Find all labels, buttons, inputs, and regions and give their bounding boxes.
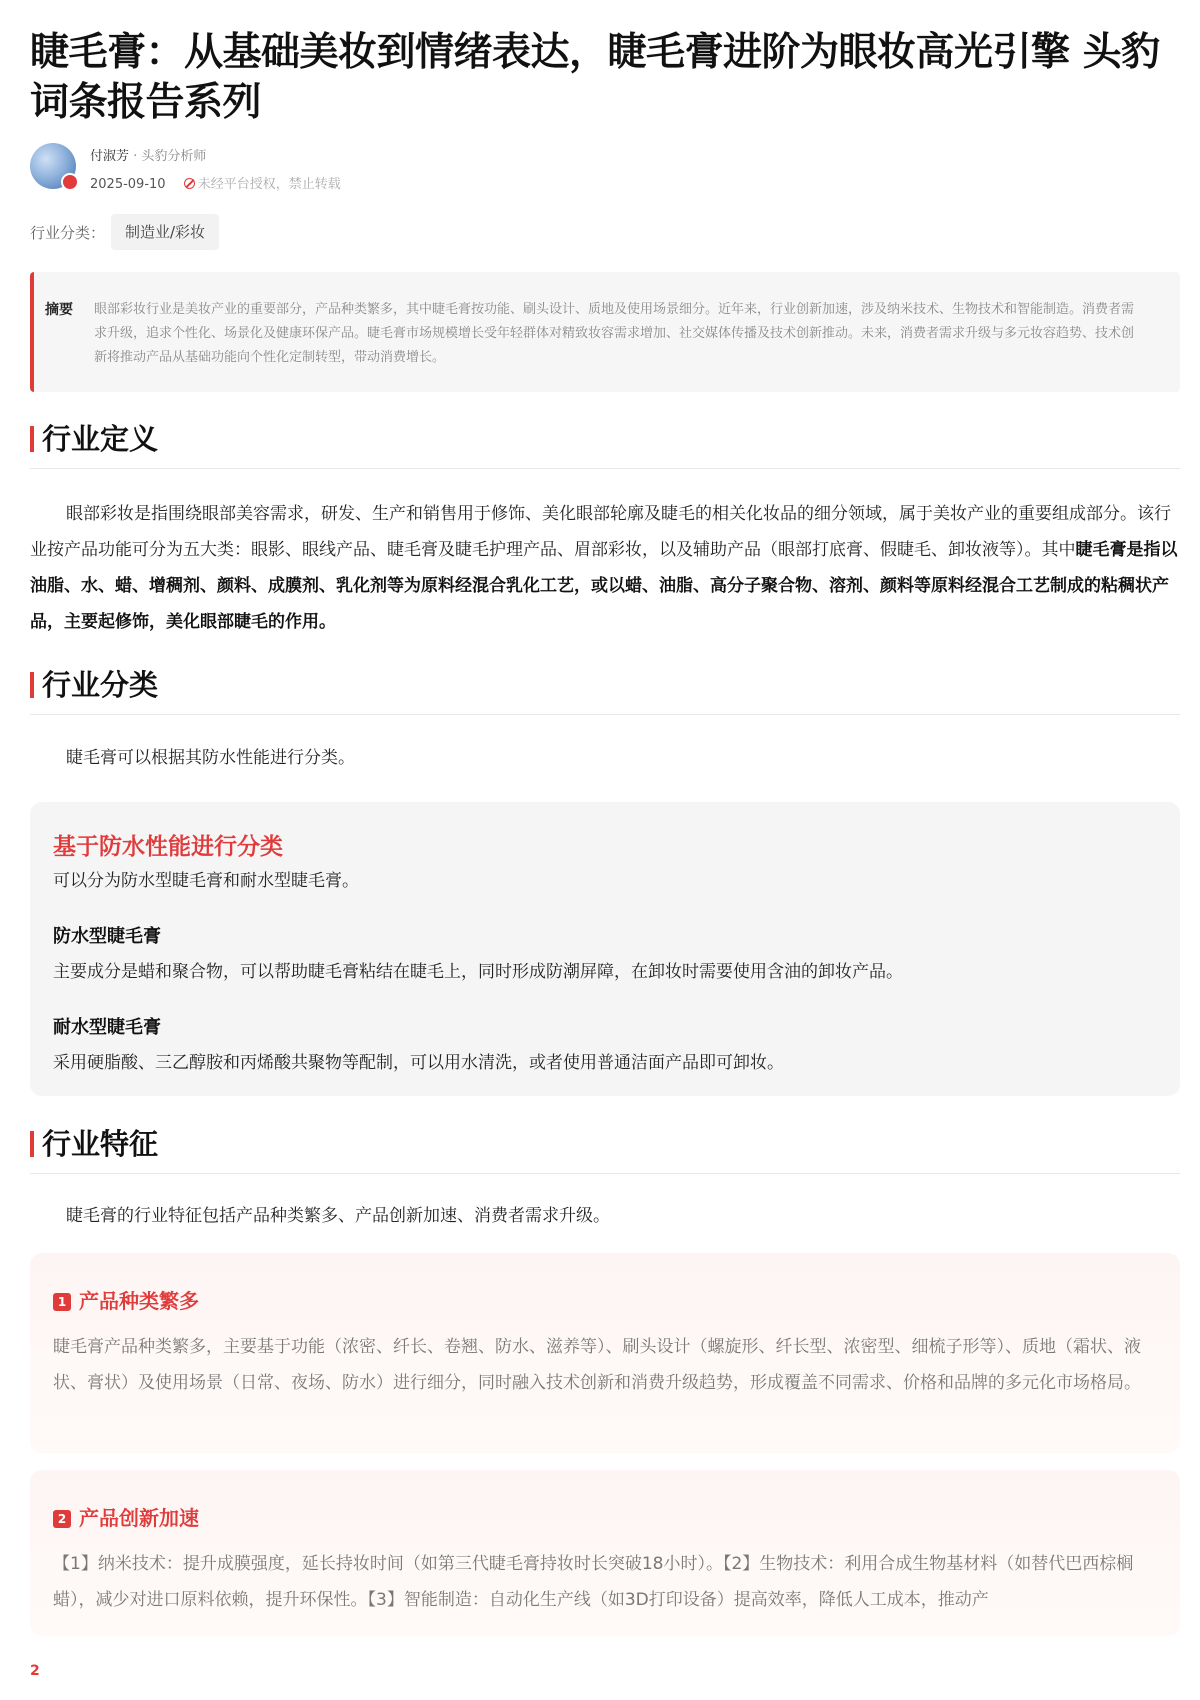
publish-info [90,173,341,192]
water-resistant-type-text: 采用硬脂酸、三乙醇胺和丙烯酸共聚物等配制，可以用水清洗，或者使用普通洁面产品即可卸妆。 [53,1053,784,1073]
author-avatar[interactable] [30,143,76,189]
author-role: 头豹分析师 [141,149,207,164]
classification-intro: 睫毛膏可以根据其防水性能进行分类。 [66,748,355,768]
author-name[interactable]: 付淑芳 [90,149,130,164]
divider [30,1173,1180,1174]
industry-tag[interactable]: 制造业/彩妆 [111,214,219,250]
abstract-box [30,272,1180,392]
divider [30,468,1180,469]
feature-title: 产品种类繁多 [79,1289,199,1313]
definition-text: 眼部彩妆是指围绕眼部美容需求，研发、生产和销售用于修饰、美化眼部轮廓及睫毛的相关化妆品的细分领域，属于美妆产业的重要组成部分。该行业按产品功能可分为五大类：眼影、眼线产品、睫毛膏及睫毛护理产品、眉部彩妆，以及辅助产品（眼部打底膏、假睫毛、卸妆液等）。其中 [30,504,1171,560]
feature-header [53,1502,199,1531]
number-badge-icon: 2 [53,1510,71,1528]
section-title: 行业特征 [42,1127,159,1161]
card-title: 基于防水性能进行分类 [53,834,283,860]
classification-card [30,802,1180,1096]
section-title: 行业分类 [42,668,159,702]
divider [30,714,1180,715]
industry-label: 行业分类： [30,224,106,242]
author-info: 付淑芳 · 头豹分析师 [90,149,207,164]
waterproof-type-title: 防水型睫毛膏 [53,926,161,947]
rights-text: 未经平台授权，禁止转载 [197,177,341,192]
card-description: 可以分为防水型睫毛膏和耐水型睫毛膏。 [53,871,359,891]
heading-accent-bar [30,1131,34,1157]
feature-card-1 [30,1253,1180,1453]
heading-accent-bar [30,426,34,452]
publish-date: 2025-09-10 [90,177,166,192]
feature-header [53,1285,199,1314]
page-number: 2 [30,1663,40,1679]
section-title: 行业定义 [42,422,159,456]
number-badge-icon: 1 [53,1293,71,1311]
water-resistant-type-title: 耐水型睫毛膏 [53,1017,161,1038]
abstract-label: 摘要 [45,302,73,318]
heading-accent-bar [30,672,34,698]
feature-text: 睫毛膏产品种类繁多，主要基于功能（浓密、纤长、卷翘、防水、滋养等）、刷头设计（螺旋形、纤长型、浓密型、细梳子形等）、质地（霜状、液状、膏状）及使用场景（日常、夜场、防水）进行细分，同时融入技术创新和消费升级趋势，形成覆盖不同需求、价格和品牌的多元化市场格局。 [53,1337,1141,1393]
definition-bold-text: 睫毛膏是指以油脂、水、蜡、增稠剂、颜料、成膜剂、乳化剂等为原料经混合乳化工艺，或以蜡、油脂、高分子聚合物、溶剂、颜料等原料经混合工艺制成的粘稠状产品，主要起修饰，美化眼部睫毛的作用。 [30,540,1178,632]
feature-text: 【1】纳米技术：提升成膜强度，延长持妆时间（如第三代睫毛膏持妆时长突破18小时）。【2】生物技术：利用合成生物基材料（如替代巴西棕榈蜡），减少对进口原料依赖，提升环保性。【3】智能制造：自动化生产线（如3D打印设备）提高效率，降低人工成本，推动产 [53,1554,1134,1610]
page-title: 睫毛膏：从基础美妆到情绪表达，睫毛膏进阶为眼妆高光引擎 头豹词条报告系列 [30,30,1160,125]
characteristics-intro: 睫毛膏的行业特征包括产品种类繁多、产品创新加速、消费者需求升级。 [66,1206,610,1226]
verified-badge-icon [61,173,79,191]
feature-title: 产品创新加速 [79,1506,199,1530]
waterproof-type-text: 主要成分是蜡和聚合物，可以帮助睫毛膏粘结在睫毛上，同时形成防潮屏障，在卸妆时需要使用含油的卸妆产品。 [53,962,903,982]
feature-card-2 [30,1470,1180,1636]
rights-notice [184,177,341,192]
no-repost-icon [184,178,195,189]
abstract-text: 眼部彩妆行业是美妆产业的重要部分，产品种类繁多，其中睫毛膏按功能、刷头设计、质地及使用场景细分。近年来，行业创新加速，涉及纳米技术、生物技术和智能制造。消费者需求升级，追求个性化、场景化及健康环保产品。睫毛膏市场规模增长受年轻群体对精致妆容需求增加、社交媒体传播及技术创新推动。未来，消费者需求升级与多元妆容趋势、技术创新将推动产品从基础功能向个性化定制转型，带动消费增长。 [94,302,1135,365]
definition-paragraph [30,496,1180,640]
